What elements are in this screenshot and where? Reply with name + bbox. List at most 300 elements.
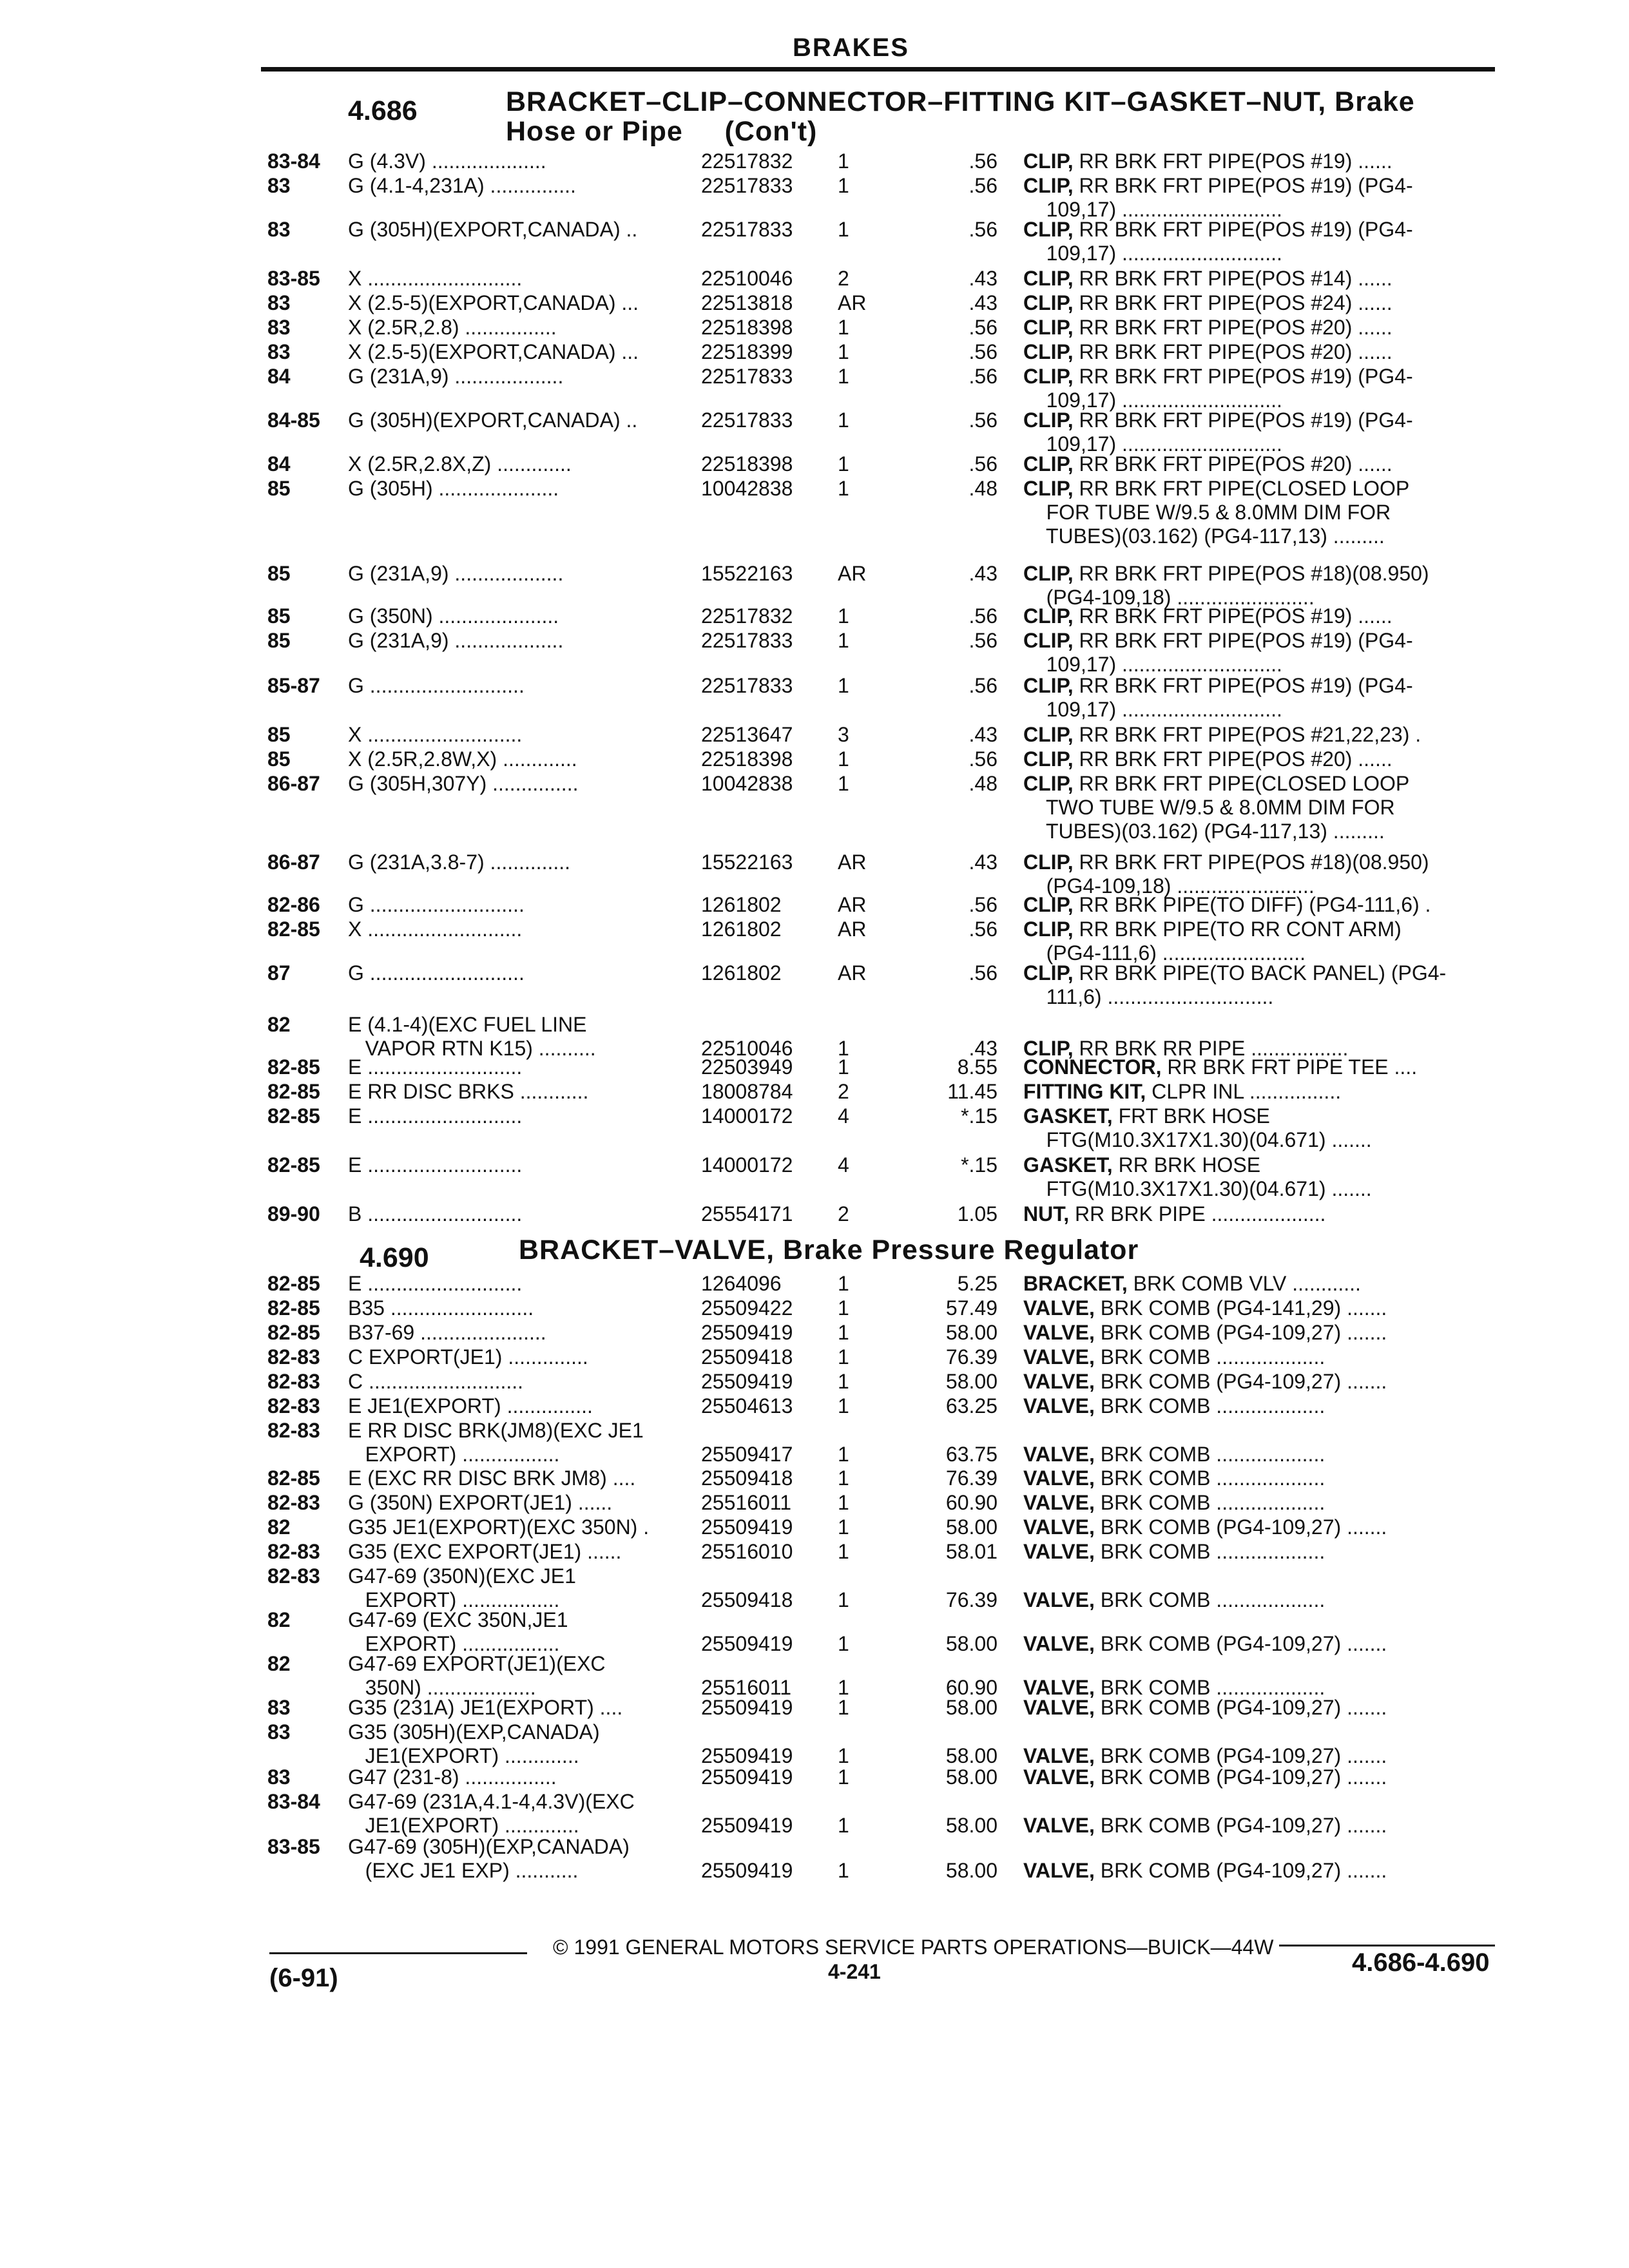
model-cell <box>348 1608 706 1656</box>
section-number: 4.686 <box>348 95 418 126</box>
quantity-cell: 1 <box>838 1744 849 1767</box>
description-keyword: CLIP, <box>1023 408 1074 432</box>
description-keyword: CLIP, <box>1023 747 1074 771</box>
model-line: X ........................... <box>348 918 523 941</box>
price-cell: .43 <box>969 562 998 585</box>
description-keyword: VALVE, <box>1023 1370 1095 1393</box>
quantity-cell: 1 <box>838 149 849 173</box>
description-line: CLIP, RR BRK FRT PIPE(POS #20) ...... <box>1023 452 1393 476</box>
model-line: B35 ......................... <box>348 1296 534 1320</box>
part-number-cell: 22503949 <box>701 1055 793 1079</box>
year-cell: 82-85 <box>267 1080 320 1103</box>
description-cell <box>1023 918 1494 965</box>
description-cell <box>1023 604 1494 628</box>
description-keyword: FITTING KIT, <box>1023 1080 1146 1103</box>
quantity-cell: 1 <box>838 772 849 795</box>
model-cell <box>348 174 706 198</box>
price-cell: .56 <box>969 629 998 652</box>
description-line: VALVE, BRK COMB ................... <box>1023 1491 1325 1514</box>
part-number-cell: 22510046 <box>701 267 793 290</box>
part-number-cell: 25509418 <box>701 1466 793 1490</box>
year-cell: 84-85 <box>267 408 320 432</box>
part-number-cell: 25509418 <box>701 1588 793 1611</box>
part-number-cell: 25509419 <box>701 1370 793 1393</box>
description-keyword: VALVE, <box>1023 1540 1095 1563</box>
description-line: CLIP, RR BRK FRT PIPE(POS #21,22,23) . <box>1023 723 1422 746</box>
description-cell <box>1023 1540 1494 1564</box>
model-line: G47-69 (231A,4.1-4,4.3V)(EXC <box>348 1790 635 1813</box>
description-cell <box>1023 267 1494 291</box>
model-line: G47-69 EXPORT(JE1)(EXC <box>348 1652 606 1675</box>
quantity-cell: 1 <box>838 1345 849 1369</box>
price-cell: 58.00 <box>945 1632 998 1655</box>
header-rule <box>261 67 1495 72</box>
model-line: G (350N) ..................... <box>348 604 559 628</box>
page-header-title: BRAKES <box>793 34 909 62</box>
description-keyword: CLIP, <box>1023 723 1074 746</box>
part-number-cell: 10042838 <box>701 477 793 500</box>
description-line <box>1023 1419 1494 1443</box>
description-line: CLIP, RR BRK FRT PIPE(POS #20) ...... <box>1023 340 1393 363</box>
description-line: VALVE, BRK COMB (PG4-109,27) ....... <box>1023 1744 1387 1767</box>
model-cell <box>348 1013 706 1061</box>
description-line: VALVE, BRK COMB (PG4-141,29) ....... <box>1023 1296 1387 1320</box>
description-cell <box>1023 1272 1494 1296</box>
quantity-cell: 1 <box>838 1765 849 1789</box>
price-cell: *.15 <box>961 1104 998 1128</box>
model-line: X (2.5R,2.8W,X) ............. <box>348 747 577 771</box>
part-number-cell: 22517833 <box>701 408 793 432</box>
model-line: G47-69 (305H)(EXP,CANADA) <box>348 1835 630 1858</box>
description-line: VALVE, BRK COMB (PG4-109,27) ....... <box>1023 1321 1387 1344</box>
description-keyword: VALVE, <box>1023 1321 1095 1344</box>
year-cell: 83 <box>267 1765 291 1789</box>
quantity-cell: AR <box>838 893 867 916</box>
year-cell: 85 <box>267 477 291 500</box>
part-number-cell: 22517832 <box>701 604 793 628</box>
year-cell: 85-87 <box>267 674 320 697</box>
section-number: 4.690 <box>360 1242 429 1273</box>
quantity-cell: AR <box>838 562 867 585</box>
price-cell: .56 <box>969 174 998 197</box>
quantity-cell: 1 <box>838 1491 849 1514</box>
part-number-cell: 25509422 <box>701 1296 793 1320</box>
price-cell: .43 <box>969 291 998 314</box>
model-line: G (305H)(EXPORT,CANADA) .. <box>348 408 638 432</box>
quantity-cell: 2 <box>838 1202 849 1225</box>
quantity-cell: 1 <box>838 1370 849 1393</box>
year-cell: 85 <box>267 562 291 585</box>
model-cell <box>348 1153 706 1177</box>
year-cell: 82-83 <box>267 1564 320 1588</box>
description-cell <box>1023 1608 1494 1656</box>
model-line: EXPORT) ................. <box>348 1443 560 1466</box>
description-line: VALVE, BRK COMB (PG4-109,27) ....... <box>1023 1696 1387 1719</box>
description-cell <box>1023 850 1494 898</box>
price-cell: 58.00 <box>945 1515 998 1539</box>
year-cell: 82 <box>267 1608 291 1631</box>
description-cell <box>1023 149 1494 173</box>
model-cell <box>348 149 706 173</box>
model-line: C ........................... <box>348 1370 524 1393</box>
quantity-cell: 1 <box>838 747 849 771</box>
price-cell: 76.39 <box>945 1345 998 1369</box>
price-cell: .43 <box>969 267 998 290</box>
description-keyword: NUT, <box>1023 1202 1070 1225</box>
footer-section-range: 4.686-4.690 <box>1352 1948 1490 1977</box>
model-cell <box>348 316 706 340</box>
description-keyword: GASKET, <box>1023 1153 1113 1177</box>
description-cell <box>1023 408 1494 456</box>
year-cell: 85 <box>267 723 291 746</box>
model-cell <box>348 291 706 315</box>
year-cell: 87 <box>267 961 291 985</box>
part-number-cell: 22517833 <box>701 218 793 241</box>
description-cell <box>1023 1153 1494 1201</box>
description-keyword: CLIP, <box>1023 850 1074 874</box>
year-cell: 85 <box>267 604 291 628</box>
description-line: FOR TUBE W/9.5 & 8.0MM DIM FOR <box>1023 501 1391 524</box>
price-cell: 58.00 <box>945 1814 998 1837</box>
section-subtitle: Hose or Pipe (Con't) <box>506 116 818 147</box>
year-cell: 82-85 <box>267 1055 320 1079</box>
model-cell <box>348 1652 706 1700</box>
description-line: (PG4-111,6) ......................... <box>1023 941 1306 965</box>
model-cell <box>348 340 706 364</box>
description-cell <box>1023 1720 1494 1768</box>
model-cell <box>348 850 706 874</box>
model-cell <box>348 629 706 653</box>
model-line: G35 (EXC EXPORT(JE1) ...... <box>348 1540 622 1563</box>
description-line: CLIP, RR BRK FRT PIPE(POS #18)(08.950) <box>1023 562 1429 585</box>
description-keyword: VALVE, <box>1023 1744 1095 1767</box>
model-line: X (2.5R,2.8X,Z) ............. <box>348 452 572 476</box>
description-cell <box>1023 1370 1494 1394</box>
price-cell: .56 <box>969 340 998 363</box>
quantity-cell: 1 <box>838 1515 849 1539</box>
quantity-cell: 1 <box>838 674 849 697</box>
description-keyword: CLIP, <box>1023 267 1074 290</box>
price-cell: 58.00 <box>945 1696 998 1719</box>
description-line: VALVE, BRK COMB (PG4-109,27) ....... <box>1023 1515 1387 1539</box>
part-number-cell: 15522163 <box>701 562 793 585</box>
description-line: CLIP, RR BRK FRT PIPE(POS #18)(08.950) <box>1023 850 1429 874</box>
model-cell <box>348 1491 706 1515</box>
description-cell <box>1023 1466 1494 1490</box>
price-cell: 8.55 <box>957 1055 998 1079</box>
model-line: JE1(EXPORT) ............. <box>348 1744 579 1767</box>
quantity-cell: AR <box>838 961 867 985</box>
model-line: E RR DISC BRK(JM8)(EXC JE1 <box>348 1419 644 1442</box>
part-number-cell: 25504613 <box>701 1394 793 1418</box>
quantity-cell: 1 <box>838 1540 849 1563</box>
part-number-cell: 10042838 <box>701 772 793 795</box>
model-cell <box>348 1272 706 1296</box>
part-number-cell: 22517833 <box>701 174 793 197</box>
description-line: VALVE, BRK COMB (PG4-109,27) ....... <box>1023 1814 1387 1837</box>
description-line <box>1023 1564 1494 1588</box>
price-cell: 57.49 <box>945 1296 998 1320</box>
price-cell: .56 <box>969 674 998 697</box>
model-cell <box>348 772 706 796</box>
description-cell <box>1023 1790 1494 1838</box>
year-cell: 83-85 <box>267 1835 320 1858</box>
part-number-cell: 25509419 <box>701 1765 793 1789</box>
model-cell <box>348 674 706 698</box>
year-cell: 82-85 <box>267 1272 320 1295</box>
description-line: CONNECTOR, RR BRK FRT PIPE TEE .... <box>1023 1055 1418 1079</box>
model-line: (EXC JE1 EXP) ........... <box>348 1859 579 1882</box>
price-cell: .56 <box>969 452 998 476</box>
quantity-cell: 1 <box>838 340 849 363</box>
part-number-cell: 1261802 <box>701 893 782 916</box>
footer-page-number: 4-241 <box>828 1960 881 1983</box>
model-cell <box>348 1080 706 1104</box>
description-cell <box>1023 1394 1494 1418</box>
year-cell: 82 <box>267 1013 291 1036</box>
description-keyword: CLIP, <box>1023 772 1074 795</box>
description-line: (PG4-109,18) ........................ <box>1023 586 1315 609</box>
description-line: 109,17) ............................ <box>1023 698 1282 721</box>
model-cell <box>348 267 706 291</box>
quantity-cell: 1 <box>838 1394 849 1418</box>
description-line: CLIP, RR BRK FRT PIPE(POS #19) (PG4- <box>1023 365 1413 388</box>
part-number-cell: 25509418 <box>701 1345 793 1369</box>
quantity-cell: 1 <box>838 1676 849 1699</box>
part-number-cell: 15522163 <box>701 850 793 874</box>
description-keyword: CLIP, <box>1023 1037 1074 1060</box>
model-line: G (305H,307Y) ............... <box>348 772 579 795</box>
part-number-cell: 25509419 <box>701 1632 793 1655</box>
price-cell: .56 <box>969 604 998 628</box>
section-title: BRACKET–VALVE, Brake Pressure Regulator <box>519 1235 1139 1265</box>
description-line: CLIP, RR BRK FRT PIPE(POS #19) (PG4- <box>1023 218 1413 241</box>
description-cell <box>1023 562 1494 610</box>
model-line: E ........................... <box>348 1055 523 1079</box>
model-cell <box>348 1564 706 1612</box>
description-keyword: CLIP, <box>1023 174 1074 197</box>
description-cell <box>1023 893 1494 917</box>
quantity-cell: 1 <box>838 452 849 476</box>
description-cell <box>1023 1491 1494 1515</box>
model-line: X ........................... <box>348 267 523 290</box>
part-number-cell: 18008784 <box>701 1080 793 1103</box>
year-cell: 83 <box>267 291 291 314</box>
price-cell: .56 <box>969 893 998 916</box>
quantity-cell: 1 <box>838 1037 849 1060</box>
quantity-cell: 1 <box>838 629 849 652</box>
price-cell: 58.00 <box>945 1744 998 1767</box>
year-cell: 85 <box>267 629 291 652</box>
description-keyword: CLIP, <box>1023 291 1074 314</box>
description-line: FTG(M10.3X17X1.30)(04.671) ....... <box>1023 1128 1372 1151</box>
description-line: CLIP, RR BRK FRT PIPE(POS #20) ...... <box>1023 747 1393 771</box>
description-line <box>1023 1835 1494 1859</box>
description-keyword: VALVE, <box>1023 1859 1095 1882</box>
description-keyword: CLIP, <box>1023 674 1074 697</box>
description-line <box>1023 1790 1494 1814</box>
description-keyword: VALVE, <box>1023 1765 1095 1789</box>
quantity-cell: 3 <box>838 723 849 746</box>
price-cell: .56 <box>969 365 998 388</box>
model-line: G (231A,9) ................... <box>348 629 564 652</box>
description-line <box>1023 1608 1494 1632</box>
price-cell: 60.90 <box>945 1491 998 1514</box>
quantity-cell: 1 <box>838 174 849 197</box>
price-cell: .43 <box>969 850 998 874</box>
description-cell <box>1023 1296 1494 1320</box>
description-cell <box>1023 1321 1494 1345</box>
quantity-cell: 4 <box>838 1153 849 1177</box>
year-cell: 83-84 <box>267 149 320 173</box>
description-keyword: CLIP, <box>1023 604 1074 628</box>
description-cell <box>1023 218 1494 265</box>
description-line: TWO TUBE W/9.5 & 8.0MM DIM FOR <box>1023 796 1395 819</box>
footer-date: (6-91) <box>269 1964 338 1992</box>
model-line: 350N) ................... <box>348 1676 536 1699</box>
description-cell <box>1023 674 1494 722</box>
description-line: GASKET, FRT BRK HOSE <box>1023 1104 1270 1128</box>
quantity-cell: AR <box>838 918 867 941</box>
part-number-cell: 22510046 <box>701 1037 793 1060</box>
description-keyword: VALVE, <box>1023 1466 1095 1490</box>
description-cell <box>1023 1515 1494 1539</box>
price-cell: 5.25 <box>957 1272 998 1295</box>
model-line: E ........................... <box>348 1104 523 1128</box>
description-line <box>1023 1013 1494 1037</box>
model-line: G (305H) ..................... <box>348 477 559 500</box>
description-cell <box>1023 629 1494 677</box>
model-line: G (231A,9) ................... <box>348 365 564 388</box>
quantity-cell: 1 <box>838 1466 849 1490</box>
quantity-cell: 1 <box>838 1272 849 1295</box>
description-keyword: CLIP, <box>1023 893 1074 916</box>
year-cell: 82-83 <box>267 1419 320 1442</box>
model-line: B ........................... <box>348 1202 523 1225</box>
description-line: TUBES)(03.162) (PG4-117,13) ......... <box>1023 524 1385 548</box>
year-cell: 82-85 <box>267 1466 320 1490</box>
year-cell: 83 <box>267 218 291 241</box>
model-cell <box>348 1202 706 1226</box>
part-number-cell: 25509419 <box>701 1515 793 1539</box>
part-number-cell: 25509419 <box>701 1814 793 1837</box>
description-keyword: CLIP, <box>1023 629 1074 652</box>
description-keyword: VALVE, <box>1023 1394 1095 1418</box>
description-cell <box>1023 340 1494 364</box>
price-cell: 63.25 <box>945 1394 998 1418</box>
description-line <box>1023 1652 1494 1676</box>
description-cell <box>1023 1104 1494 1152</box>
description-keyword: VALVE, <box>1023 1676 1095 1699</box>
section-title: BRACKET–CLIP–CONNECTOR–FITTING KIT–GASKET–NUT, Brake <box>506 86 1415 117</box>
year-cell: 83 <box>267 1696 291 1719</box>
description-line: VALVE, BRK COMB ................... <box>1023 1394 1325 1418</box>
description-line: CLIP, RR BRK FRT PIPE(POS #14) ...... <box>1023 267 1393 290</box>
description-cell <box>1023 1080 1494 1104</box>
description-keyword: GASKET, <box>1023 1104 1113 1128</box>
year-cell: 84 <box>267 452 291 476</box>
quantity-cell: 1 <box>838 1296 849 1320</box>
year-cell: 85 <box>267 747 291 771</box>
model-cell <box>348 1104 706 1128</box>
description-line <box>1023 1720 1494 1744</box>
model-cell <box>348 1696 706 1720</box>
quantity-cell: 1 <box>838 1443 849 1466</box>
quantity-cell: 1 <box>838 1696 849 1719</box>
model-line: VAPOR RTN K15) .......... <box>348 1037 596 1060</box>
part-number-cell: 22513818 <box>701 291 793 314</box>
part-number-cell: 25516011 <box>701 1491 791 1514</box>
footer-rule-left <box>269 1952 527 1954</box>
description-keyword: CLIP, <box>1023 918 1074 941</box>
quantity-cell: 1 <box>838 365 849 388</box>
model-cell <box>348 562 706 586</box>
model-line: G ........................... <box>348 674 525 697</box>
price-cell: 76.39 <box>945 1466 998 1490</box>
quantity-cell: 4 <box>838 1104 849 1128</box>
quantity-cell: AR <box>838 291 867 314</box>
year-cell: 82 <box>267 1652 291 1675</box>
model-cell <box>348 1790 706 1838</box>
description-line: NUT, RR BRK PIPE .................... <box>1023 1202 1326 1225</box>
description-line: TUBES)(03.162) (PG4-117,13) ......... <box>1023 820 1385 843</box>
description-line: CLIP, RR BRK FRT PIPE(POS #19) (PG4- <box>1023 629 1413 652</box>
year-cell: 82-85 <box>267 1321 320 1344</box>
description-line: CLIP, RR BRK FRT PIPE(POS #20) ...... <box>1023 316 1393 339</box>
model-cell <box>348 918 706 941</box>
part-number-cell: 22518398 <box>701 747 793 771</box>
model-cell <box>348 747 706 771</box>
description-keyword: CLIP, <box>1023 316 1074 339</box>
quantity-cell: 1 <box>838 477 849 500</box>
quantity-cell: 1 <box>838 604 849 628</box>
description-line: 109,17) ............................ <box>1023 653 1282 676</box>
quantity-cell: 2 <box>838 267 849 290</box>
quantity-cell: 1 <box>838 1859 849 1882</box>
quantity-cell: 1 <box>838 316 849 339</box>
year-cell: 86-87 <box>267 772 320 795</box>
quantity-cell: 1 <box>838 1588 849 1611</box>
part-number-cell: 25509419 <box>701 1744 793 1767</box>
quantity-cell: 1 <box>838 1632 849 1655</box>
model-cell <box>348 452 706 476</box>
price-cell: 60.90 <box>945 1676 998 1699</box>
price-cell: .56 <box>969 747 998 771</box>
year-cell: 89-90 <box>267 1202 320 1225</box>
description-line: VALVE, BRK COMB ................... <box>1023 1466 1325 1490</box>
year-cell: 83 <box>267 316 291 339</box>
description-keyword: CLIP, <box>1023 477 1074 500</box>
description-cell <box>1023 1055 1494 1079</box>
description-line: CLIP, RR BRK FRT PIPE(POS #19) ...... <box>1023 604 1393 628</box>
description-line: VALVE, BRK COMB (PG4-109,27) ....... <box>1023 1370 1387 1393</box>
part-number-cell: 25509419 <box>701 1321 793 1344</box>
description-keyword: VALVE, <box>1023 1345 1095 1369</box>
description-line: VALVE, BRK COMB ................... <box>1023 1588 1325 1611</box>
price-cell: 58.00 <box>945 1321 998 1344</box>
model-cell <box>348 1515 706 1539</box>
model-cell <box>348 1765 706 1789</box>
description-cell <box>1023 1765 1494 1789</box>
description-cell <box>1023 291 1494 315</box>
model-cell <box>348 604 706 628</box>
description-keyword: CLIP, <box>1023 562 1074 585</box>
description-cell <box>1023 1013 1494 1061</box>
model-line: E (4.1-4)(EXC FUEL LINE <box>348 1013 587 1036</box>
year-cell: 82-83 <box>267 1370 320 1393</box>
model-cell <box>348 1321 706 1345</box>
quantity-cell: 1 <box>838 1055 849 1079</box>
